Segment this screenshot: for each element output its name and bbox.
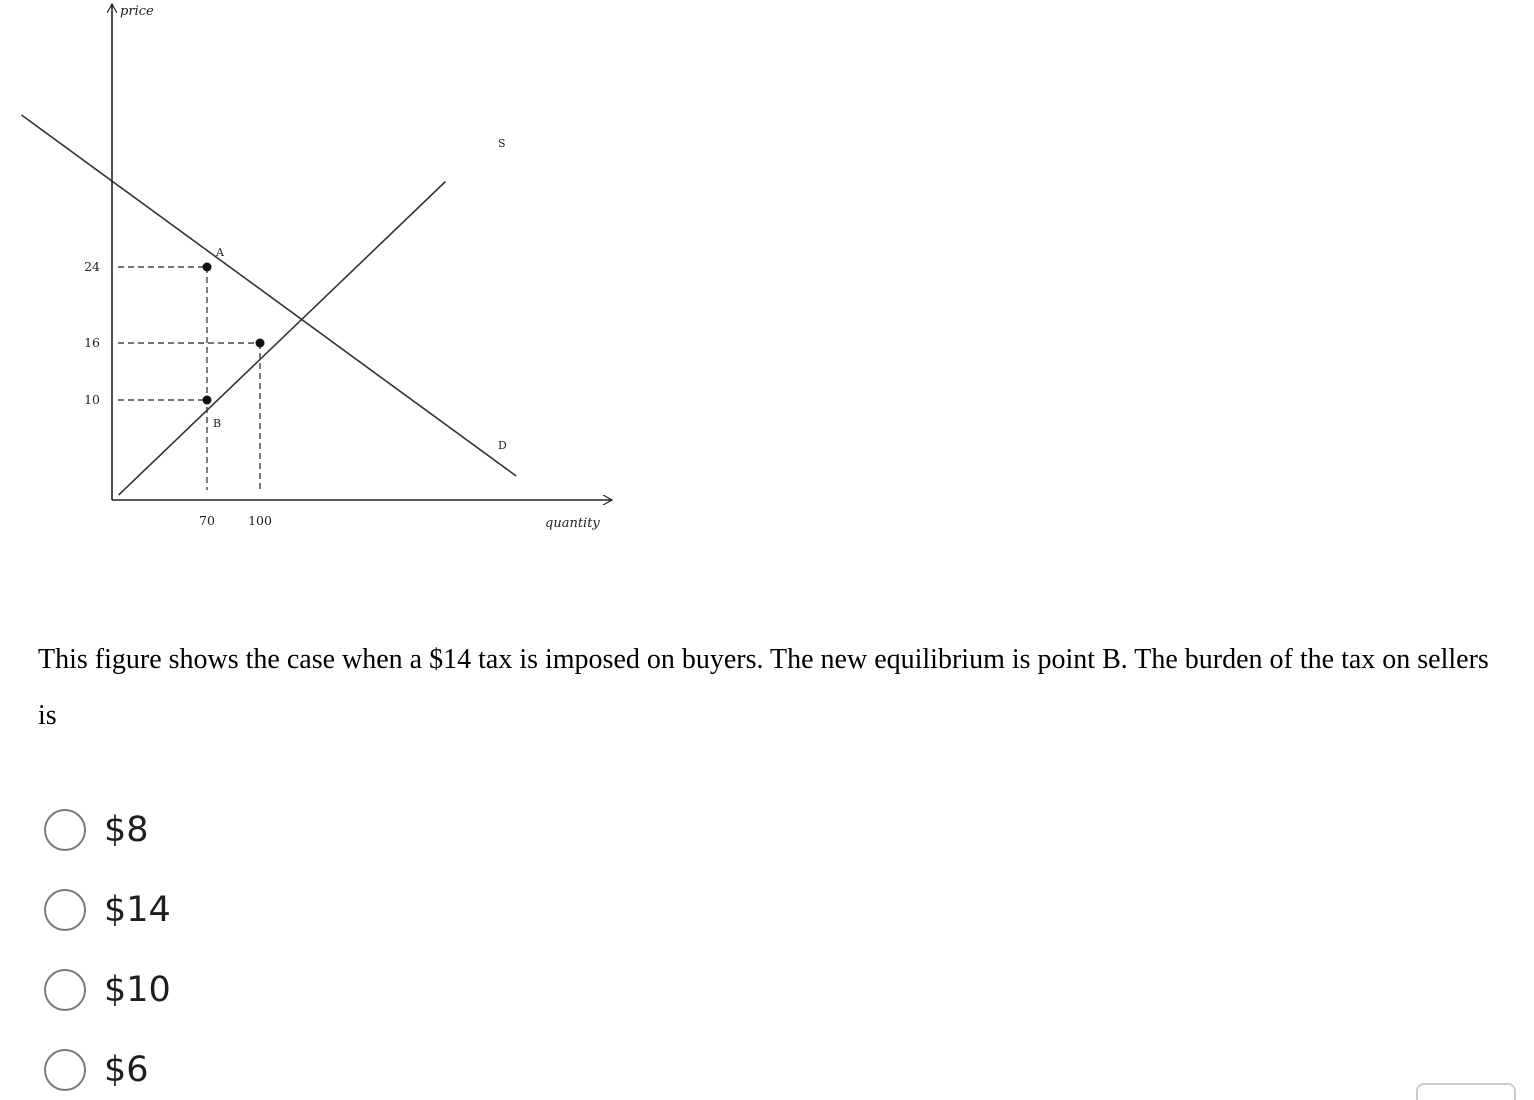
- y-axis-label: price: [120, 4, 154, 19]
- option-label: $14: [104, 890, 171, 930]
- option-label: $10: [104, 970, 171, 1010]
- y-tick-label: 16: [84, 335, 100, 350]
- y-tick-label: 10: [84, 392, 100, 407]
- demand-curve: [22, 115, 517, 476]
- option-label: $8: [104, 810, 149, 850]
- demand-curve-label: D: [498, 439, 507, 452]
- x-tick-label: 70: [199, 513, 215, 528]
- curves: [22, 115, 517, 495]
- next-button[interactable]: [1416, 1083, 1516, 1100]
- marked-points: [203, 246, 265, 430]
- point-marker: [203, 396, 212, 405]
- option-8[interactable]: [44, 790, 171, 870]
- option-6[interactable]: [44, 1030, 171, 1100]
- radio-button[interactable]: [44, 809, 86, 851]
- radio-button[interactable]: [44, 969, 86, 1011]
- guide-lines: [118, 267, 260, 490]
- supply-curve: [119, 182, 446, 496]
- option-14[interactable]: [44, 870, 171, 950]
- option-label: $6: [104, 1050, 149, 1090]
- option-10[interactable]: [44, 950, 171, 1030]
- point-label: A: [216, 246, 224, 259]
- point-marker: [203, 263, 212, 272]
- supply-demand-chart: [0, 0, 640, 560]
- x-tick-label: 100: [248, 513, 272, 528]
- radio-button[interactable]: [44, 889, 86, 931]
- supply-curve-label: S: [498, 137, 506, 150]
- x-axis-label: quantity: [545, 516, 600, 531]
- point-label: B: [213, 417, 222, 430]
- radio-button[interactable]: [44, 1049, 86, 1091]
- answer-options: [44, 790, 171, 1100]
- question-text: This figure shows the case when a $14 tax is imposed on buyers. The new equilibrium is point B. The burden of the tax on sellers is: [38, 644, 1489, 731]
- point-marker: [256, 339, 265, 348]
- y-tick-label: 24: [84, 259, 100, 274]
